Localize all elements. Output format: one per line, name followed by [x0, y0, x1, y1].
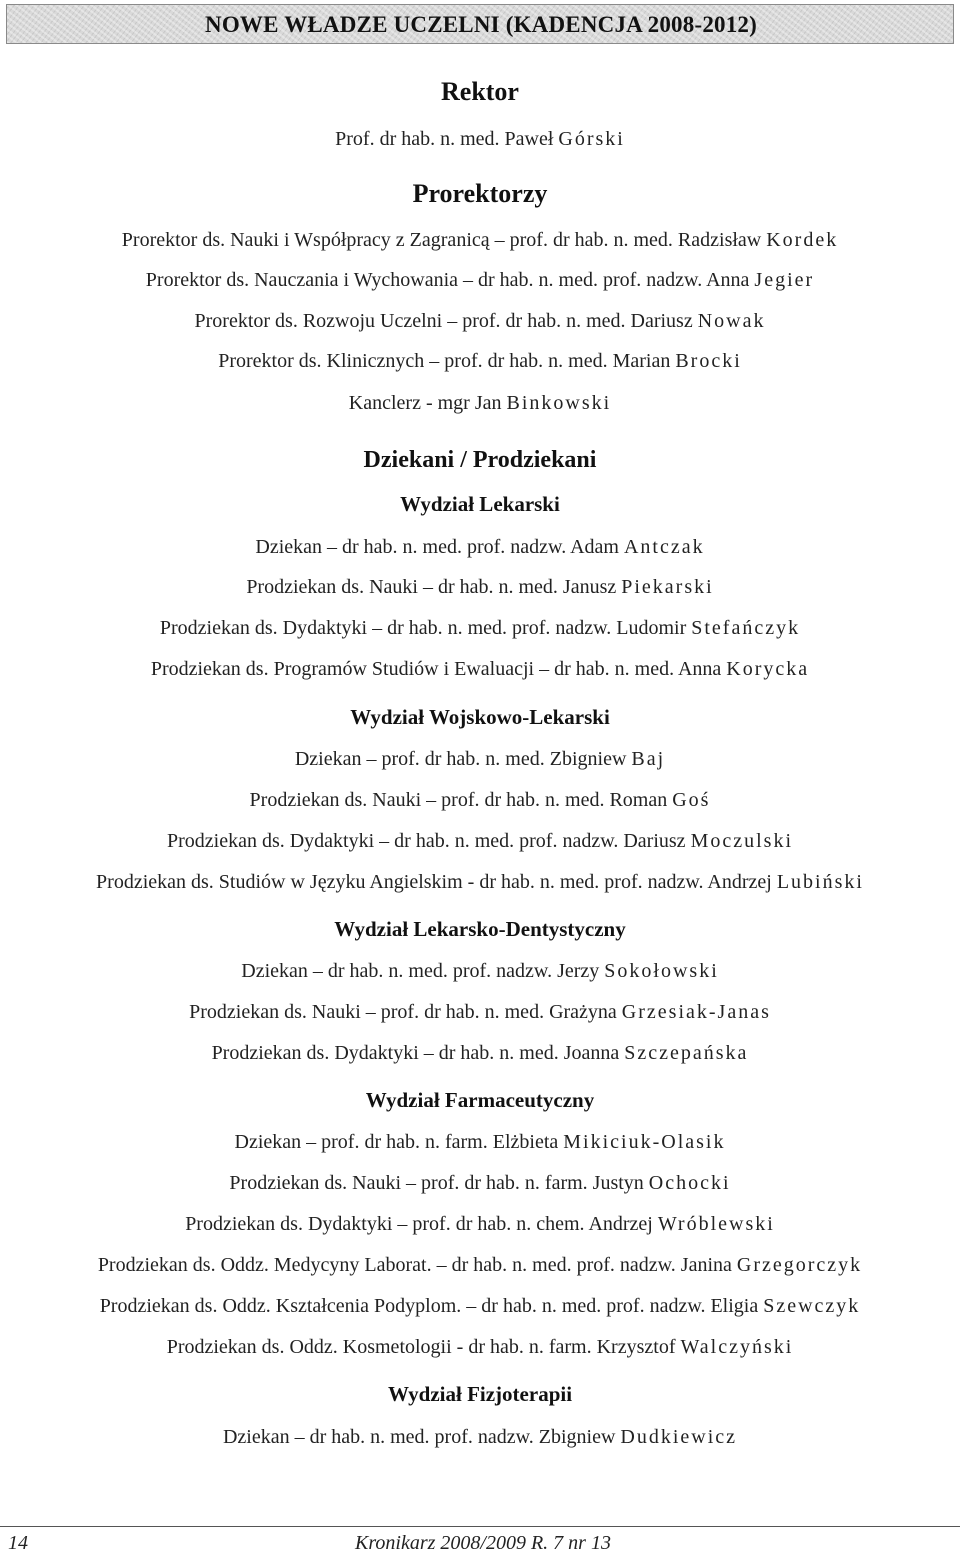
- dean-line: [0, 575, 960, 599]
- dean-line: [0, 657, 960, 681]
- line-text: Prodziekan ds. Nauki – prof. dr hab. n. med. Grażyna: [189, 1001, 622, 1023]
- prorektorzy-heading: Prorektorzy: [412, 179, 548, 208]
- surname: Korycka: [726, 658, 810, 680]
- surname: Sokołowski: [604, 960, 719, 982]
- footer-divider: [0, 1526, 960, 1527]
- surname: Brocki: [675, 350, 742, 372]
- title-banner: [6, 4, 954, 44]
- prorektor-line: [0, 268, 960, 292]
- line-text: Prodziekan ds. Dydaktyki – dr hab. n. med. prof. nadzw. Ludomir: [159, 617, 692, 639]
- prorektor-line: [0, 228, 960, 252]
- line-text: Prodziekan ds. Nauki – dr hab. n. med. Janusz: [246, 576, 622, 598]
- surname: Stefańczyk: [691, 617, 801, 639]
- surname: Mikiciuk-Olasik: [563, 1131, 726, 1153]
- surname: Moczulski: [690, 830, 793, 852]
- line-text: Prodziekan ds. Oddz. Medycyny Laborat. – dr hab. n. med. prof. nadzw. Janina: [97, 1254, 737, 1276]
- dean-line: [0, 788, 960, 812]
- dean-line: [0, 1171, 960, 1195]
- dean-line: [0, 616, 960, 640]
- line-text: Prodziekan ds. Nauki – prof. dr hab. n. med. Roman: [249, 789, 673, 811]
- line-text: Prorektor ds. Nauki i Współpracy z Zagranicą – prof. dr hab. n. med. Radzisław: [121, 229, 767, 251]
- dean-line: [0, 1335, 960, 1359]
- line-text: Dziekan – prof. dr hab. n. farm. Elżbieta: [234, 1131, 564, 1153]
- surname: Antczak: [623, 536, 705, 558]
- kanclerz-line: [0, 391, 960, 415]
- dean-line: [0, 1130, 960, 1154]
- line-text: Prorektor ds. Nauczania i Wychowania – dr hab. n. med. prof. nadzw. Anna: [145, 269, 755, 291]
- prorektor-line: [0, 309, 960, 333]
- surname: Kordek: [766, 229, 839, 251]
- line-text: Dziekan – dr hab. n. med. prof. nadzw. Adam: [255, 536, 624, 558]
- dziekani-heading: Dziekani / Prodziekani: [363, 447, 597, 473]
- line-text: Prodziekan ds. Oddz. Kosmetologii - dr hab. n. farm. Krzysztof: [166, 1336, 681, 1358]
- faculty-heading: Wydział Farmaceutyczny: [365, 1088, 595, 1112]
- surname: Szczepańska: [624, 1042, 749, 1064]
- dean-line: [0, 870, 960, 894]
- dean-line: [0, 959, 960, 983]
- surname: Baj: [631, 748, 666, 770]
- line-text: Prodziekan ds. Studiów w Języku Angielskim - dr hab. n. med. prof. nadzw. Andrzej: [96, 871, 777, 893]
- line-text: Dziekan – dr hab. n. med. prof. nadzw. Jerzy: [241, 960, 605, 982]
- prorektor-line: [0, 349, 960, 373]
- dean-line: [0, 1000, 960, 1024]
- dean-line: [0, 1212, 960, 1236]
- line-text: Prodziekan ds. Programów Studiów i Ewaluacji – dr hab. n. med. Anna: [150, 658, 727, 680]
- dean-line: [0, 747, 960, 771]
- faculty-heading: Wydział Wojskowo-Lekarski: [350, 705, 610, 729]
- page-title: NOWE WŁADZE UCZELNI (KADENCJA 2008-2012): [205, 12, 757, 37]
- line-text: Prodziekan ds. Dydaktyki – dr hab. n. med. prof. nadzw. Dariusz: [166, 830, 691, 852]
- faculty-heading: Wydział Fizjoterapii: [387, 1382, 573, 1406]
- publication-info: Kronikarz 2008/2009 R. 7 nr 13: [355, 1532, 611, 1554]
- line-text: Prodziekan ds. Oddz. Kształcenia Podyplom. – dr hab. n. med. prof. nadzw. Eligia: [99, 1295, 764, 1317]
- dean-line: [0, 1425, 960, 1449]
- faculty-heading: Wydział Lekarski: [400, 492, 560, 516]
- dean-line: [0, 1294, 960, 1318]
- surname: Grzesiak-Janas: [621, 1001, 771, 1023]
- surname: Nowak: [697, 310, 766, 332]
- surname: Walczyński: [680, 1336, 794, 1358]
- dean-line: [0, 535, 960, 559]
- surname: Piekarski: [621, 576, 714, 598]
- surname: Dudkiewicz: [620, 1426, 738, 1448]
- dean-line: [0, 829, 960, 853]
- surname: Ochocki: [648, 1172, 731, 1194]
- line-text: Prorektor ds. Klinicznych – prof. dr hab. n. med. Marian: [218, 350, 676, 372]
- dean-line: [0, 1253, 960, 1277]
- surname: Goś: [672, 789, 711, 811]
- line-text: Dziekan – prof. dr hab. n. med. Zbigniew: [294, 748, 632, 770]
- surname: Lubiński: [776, 871, 864, 893]
- line-text: Dziekan – dr hab. n. med. prof. nadzw. Zbigniew: [222, 1426, 621, 1448]
- rektor-line: [0, 127, 960, 151]
- page-number: 14: [8, 1532, 28, 1554]
- surname: Grzegorczyk: [736, 1254, 863, 1276]
- line-text: Kanclerz - mgr Jan: [348, 392, 507, 414]
- surname: Jegier: [754, 269, 815, 291]
- surname: Binkowski: [506, 392, 612, 414]
- dean-line: [0, 1041, 960, 1065]
- surname: Szewczyk: [763, 1295, 861, 1317]
- line-text: Prof. dr hab. n. med. Paweł: [335, 128, 559, 150]
- surname: Wróblewski: [657, 1213, 775, 1235]
- line-text: Prodziekan ds. Dydaktyki – prof. dr hab. n. chem. Andrzej: [185, 1213, 658, 1235]
- line-text: Prodziekan ds. Dydaktyki – dr hab. n. med. Joanna: [211, 1042, 625, 1064]
- line-text: Prorektor ds. Rozwoju Uczelni – prof. dr hab. n. med. Dariusz: [194, 310, 698, 332]
- faculty-heading: Wydział Lekarsko-Dentystyczny: [334, 917, 626, 941]
- line-text: Prodziekan ds. Nauki – prof. dr hab. n. farm. Justyn: [229, 1172, 649, 1194]
- rektor-heading: Rektor: [441, 77, 519, 106]
- surname: Górski: [558, 128, 625, 150]
